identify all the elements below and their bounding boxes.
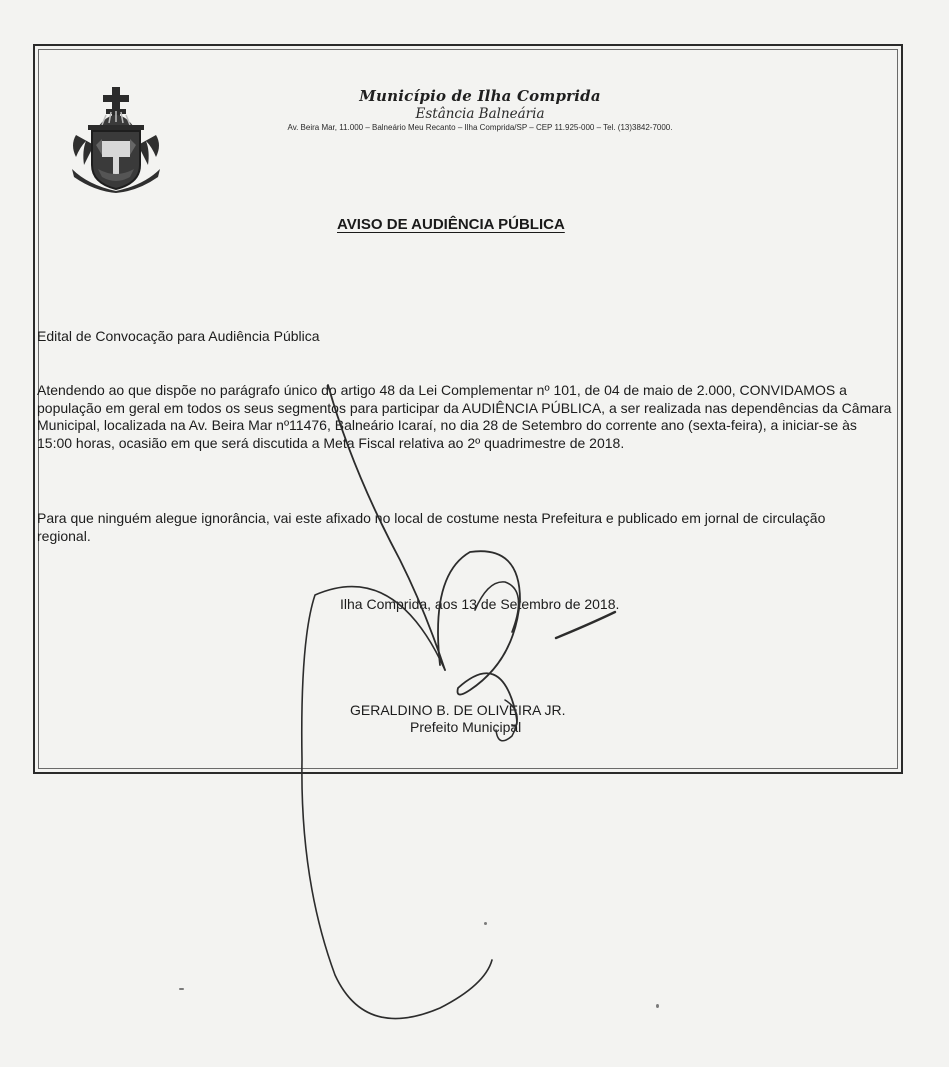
signatory-role: Prefeito Municipal xyxy=(410,719,522,735)
municipality-address: Av. Beira Mar, 11.000 – Balneário Meu Recanto – Ilha Comprida/SP – CEP 11.925-000 – Tel. (13)3842-7000. xyxy=(287,123,673,132)
body-paragraph: Atendendo ao que dispõe no parágrafo único do artigo 48 da Lei Complementar nº 101, de 04 de maio de 2.000, CONVIDAMOS a população em geral em todos os seus segmentos para participar da AUDIÊNCIA PÚBLICA, a ser realizada nas dependências da Câmara Municipal, localizada na Av. Beira Mar nº11476, Balneário Icaraí, no dia 28 de Setembro do corrente ano (sexta-feira), a iniciar-se às 15:00 horas, ocasião em que será discutida a Meta Fiscal relativa ao 2º quadrimestre de 2018. xyxy=(37,382,892,451)
ink-speck xyxy=(484,922,487,925)
signature-block xyxy=(332,702,632,736)
ink-speck xyxy=(179,988,184,990)
place-and-date: Ilha Comprida, aos 13 de Setembro de 2018. xyxy=(340,596,620,612)
coat-of-arms-icon xyxy=(68,85,164,193)
municipality-name: Município de Ilha Comprida xyxy=(359,87,601,105)
municipality-subtitle: Estância Balneária xyxy=(415,106,545,122)
signatory-name: GERALDINO B. DE OLIVEIRA JR. xyxy=(350,702,566,718)
intro-line: Edital de Convocação para Audiência Pública xyxy=(37,328,320,344)
ink-speck xyxy=(656,1004,659,1008)
document-title: AVISO DE AUDIÊNCIA PÚBLICA xyxy=(337,216,565,233)
notice-paragraph: Para que ninguém alegue ignorância, vai este afixado no local de costume nesta Prefeitura e publicado em jornal de circulação regional. xyxy=(37,510,826,544)
letterhead xyxy=(200,87,760,132)
